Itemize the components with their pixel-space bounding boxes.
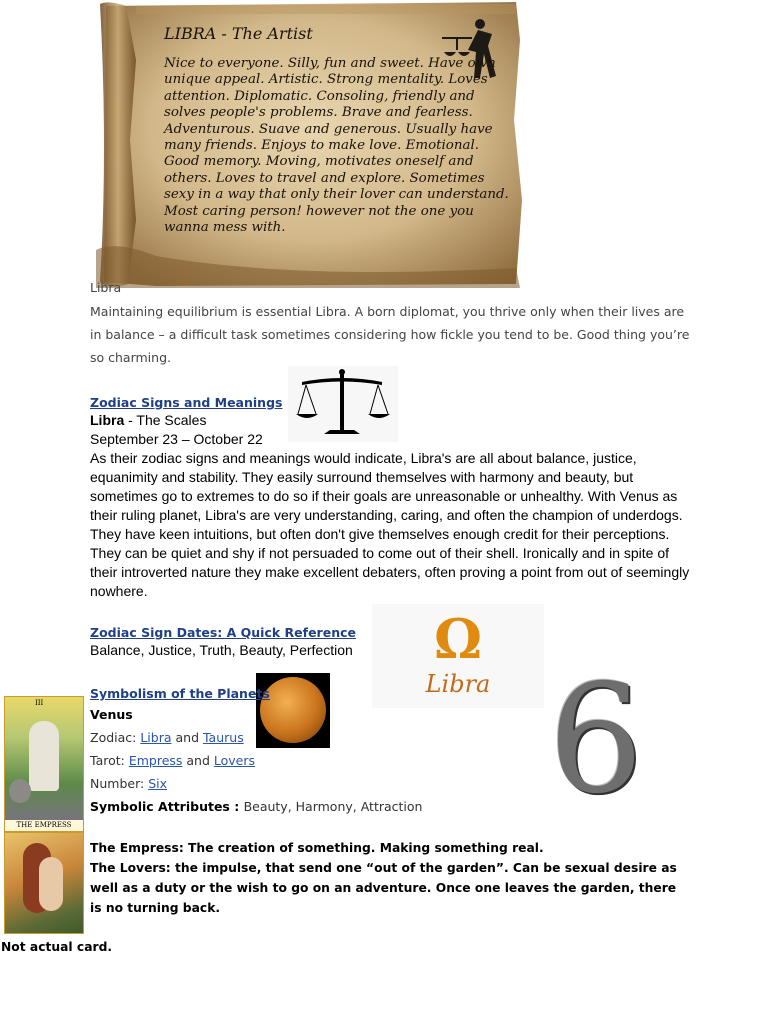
attributes-label: Symbolic Attributes : <box>90 799 244 814</box>
scroll-text <box>164 24 516 236</box>
libra-logo-word: Libra <box>425 670 491 698</box>
taurus-link[interactable]: Taurus <box>202 730 244 745</box>
tarot-label: Tarot: <box>90 753 129 768</box>
symbolism-planets-link[interactable]: Symbolism of the Planets <box>90 686 270 701</box>
tarot-cards-image <box>4 696 84 936</box>
empress-link[interactable]: Empress <box>128 753 183 768</box>
and-text: and <box>182 753 214 768</box>
lovers-card <box>4 832 84 934</box>
empress-figure <box>29 721 59 791</box>
number-label: Number: <box>90 776 149 791</box>
number-line <box>90 772 422 795</box>
venus-shield-icon <box>9 779 31 803</box>
sign-line <box>90 411 690 430</box>
planet-name-text: Venus <box>90 707 133 722</box>
lovers-figure <box>39 857 63 911</box>
planet-attributes <box>90 703 422 818</box>
attributes-value: Beauty, Harmony, Attraction <box>243 799 423 814</box>
tarot-descriptions <box>90 838 690 918</box>
scroll-title: LIBRA - The Artist <box>164 24 313 43</box>
zodiac-sign-dates-link[interactable]: Zodiac Sign Dates: A Quick Reference <box>90 625 356 640</box>
omega-libra-icon: Ω <box>433 607 483 671</box>
empress-description: The Empress: The creation of something. Making something real. <box>90 841 544 855</box>
planet-name <box>90 703 422 726</box>
attributes-line <box>90 795 422 818</box>
zodiac-signs-meanings-link[interactable]: Zodiac Signs and Meanings <box>90 395 283 410</box>
empress-card-label: THE EMPRESS <box>5 820 83 831</box>
zodiac-label: Zodiac: <box>90 730 141 745</box>
libra-logo-image <box>372 604 544 708</box>
and-text: and <box>171 730 203 745</box>
libra-qualities: Balance, Justice, Truth, Beauty, Perfection <box>90 642 353 658</box>
number-six-image: 6 <box>548 653 644 827</box>
libra-link[interactable]: Libra <box>140 730 172 745</box>
empress-card <box>4 696 84 832</box>
lovers-description: The Lovers: the impulse, that send one “out of the garden”. Can be sexual desire as well as a duty or the wish to go on an adventure. Once one leaves the garden, there is no turning back. <box>90 861 677 915</box>
not-actual-card-note: Not actual card. <box>1 940 113 954</box>
empress-roman-numeral: III <box>35 699 44 707</box>
scroll-body: Nice to everyone. Silly, fun and sweet. Have own unique appeal. Artistic. Strong mentality. Loves attention. Diplomatic. Consoling, friendly and solves people's problems. Brave and fearless. Adventurous. Suave and generous. Usually have many friends. Enjoys to make love. Emotional. Good memory. Moving, motivates oneself and others. Loves to travel and explore. Sometimes sexy in a way that only their lover can understand. Most caring person! however not the one you wanna mess with. <box>164 56 509 236</box>
sign-dates: September 23 – October 22 <box>90 431 263 447</box>
sign-description: As their zodiac signs and meanings would indicate, Libra's are all about balance, justice, equanimity and stability. They easily surround themselves with harmony and beauty, but sometimes go to extremes to do so if their goals are unreasonable or unhealthy. With Venus as their ruling planet, Libra's are very understanding, caring, and often the champion of underdogs. They have keen intuitions, but often don't give themselves enough credit for their perceptions. They can be quiet and shy if not persuaded to come out of their shell. Ironically and in spite of their introverted nature they make excellent debaters, often proving a point from out of seemingly nowhere. <box>90 450 690 599</box>
libra-caption: Libra <box>90 280 122 295</box>
sign-name: Libra <box>90 412 125 428</box>
intro-paragraph: Maintaining equilibrium is essential Libra. A born diplomat, you thrive only when their lives are in balance – a difficult task sometimes considering how fickle you tend to be. Good thing you’re so charming. <box>90 304 690 365</box>
lovers-link[interactable]: Lovers <box>213 753 256 768</box>
six-link[interactable]: Six <box>148 776 167 791</box>
zodiac-line <box>90 726 422 749</box>
tarot-line <box>90 749 422 772</box>
sign-suffix: - The Scales <box>124 412 207 428</box>
zodiac-signs-section <box>90 411 690 601</box>
